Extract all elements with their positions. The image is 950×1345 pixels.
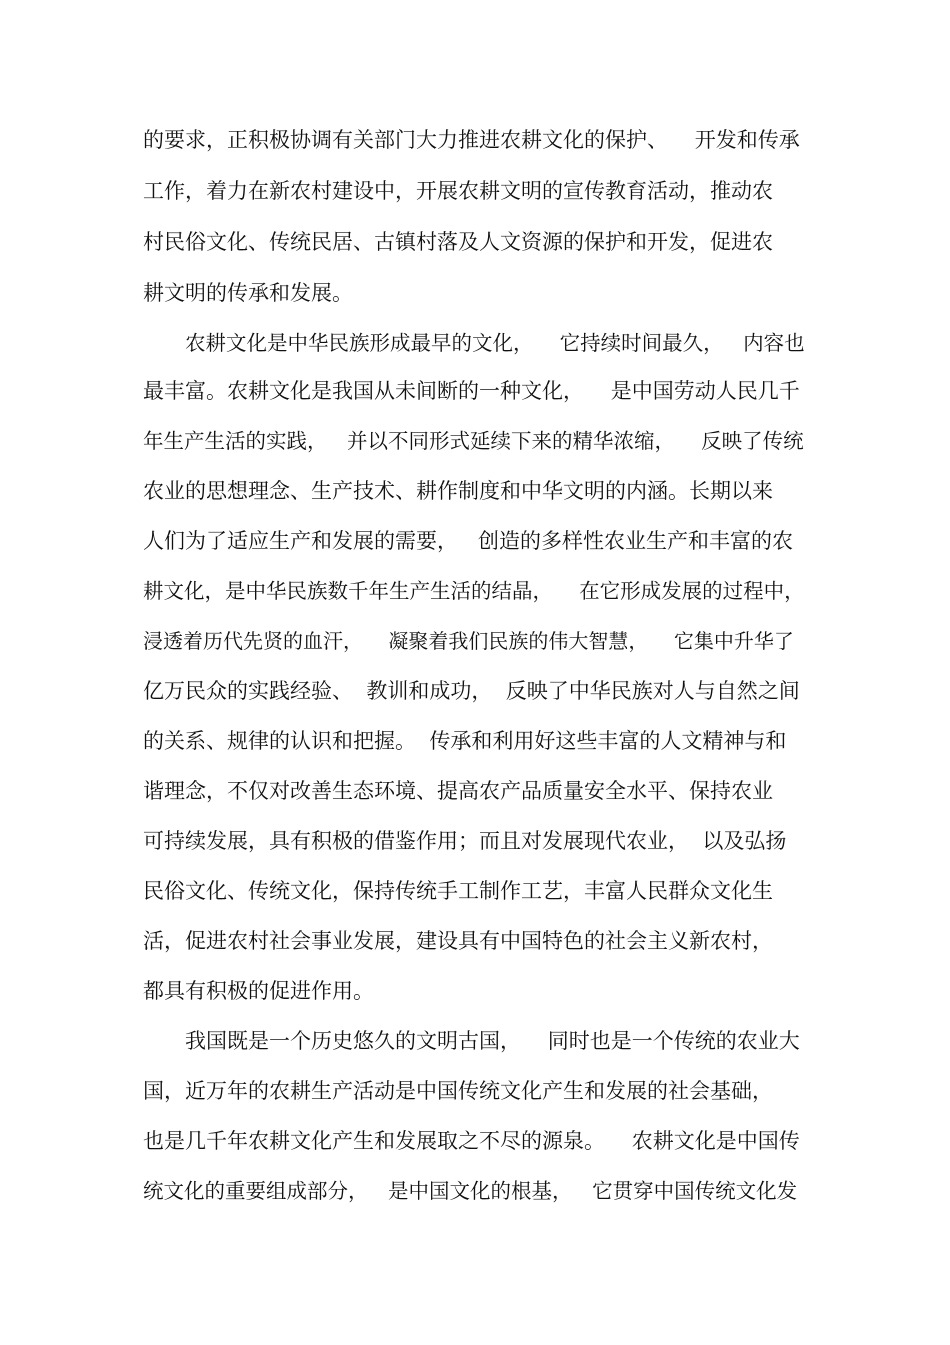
paragraph-2-line-5: 人们为了适应生产和发展的需要， 创造的多样性农业生产和丰富的农 (143, 529, 794, 553)
paragraph-2-line-8: 亿万民众的实践经验、 教训和成功， 反映了中华民族对人与自然之间 (143, 679, 800, 703)
paragraph-2-line-10: 谐理念，不仅对改善生态环境、提高农产品质量安全水平、保持农业 (143, 779, 773, 803)
paragraph-2-line-2: 最丰富。农耕文化是我国从未间断的一种文化， 是中国劳动人民几千 (143, 379, 800, 403)
paragraph-2-line-11: 可持续发展，具有积极的借鉴作用；而且对发展现代农业， 以及弘扬 (143, 829, 787, 853)
paragraph-3-line-3: 也是几千年农耕文化产生和发展取之不尽的源泉。 农耕文化是中国传 (143, 1129, 800, 1153)
paragraph-3-line-4: 统文化的重要组成部分， 是中国文化的根基， 它贯穿中国传统文化发 (143, 1179, 798, 1203)
paragraph-1-line-3: 村民俗文化、传统民居、古镇村落及人文资源的保护和开发，促进农 (143, 230, 773, 254)
paragraph-1-line-4: 耕文明的传承和发展。 (143, 281, 353, 305)
paragraph-2-line-4: 农业的思想理念、生产技术、耕作制度和中华文明的内涵。长期以来 (143, 479, 773, 503)
paragraph-2-line-1: 农耕文化是中华民族形成最早的文化， 它持续时间最久， 内容也 (185, 331, 805, 355)
paragraph-3-line-1: 我国既是一个历史悠久的文明古国， 同时也是一个传统的农业大 (185, 1029, 800, 1053)
paragraph-1-line-1: 的要求，正积极协调有关部门大力推进农耕文化的保护、 开发和传承 (143, 128, 800, 152)
paragraph-2-line-3: 年生产生活的实践， 并以不同形式延续下来的精华浓缩， 反映了传统 (143, 429, 804, 453)
paragraph-2-line-14: 都具有积极的促进作用。 (143, 979, 374, 1003)
paragraph-2-line-13: 活，促进农村社会事业发展，建设具有中国特色的社会主义新农村， (143, 929, 773, 953)
paragraph-3-line-2: 国，近万年的农耕生产活动是中国传统文化产生和发展的社会基础， (143, 1079, 773, 1103)
paragraph-2-line-7: 浸透着历代先贤的血汗， 凝聚着我们民族的伟大智慧， 它集中升华了 (143, 629, 794, 653)
paragraph-2-line-9: 的关系、规律的认识和把握。 传承和利用好这些丰富的人文精神与和 (143, 729, 787, 753)
paragraph-1-line-2: 工作，着力在新农村建设中，开展农耕文明的宣传教育活动，推动农 (143, 179, 773, 203)
paragraph-2-line-6: 耕文化，是中华民族数千年生产生活的结晶， 在它形成发展的过程中， (143, 579, 805, 603)
paragraph-2-line-12: 民俗文化、传统文化，保持传统手工制作工艺，丰富人民群众文化生 (143, 879, 773, 903)
